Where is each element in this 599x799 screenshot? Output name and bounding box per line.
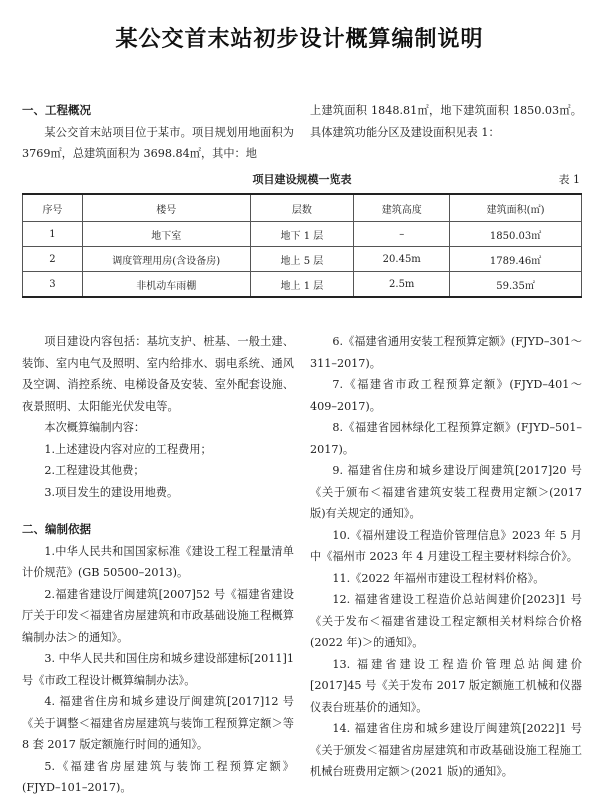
- section1-left: [22, 100, 294, 165]
- basis-item: 5.《福建省房屋建筑与装饰工程预算定额》(FJYD–101–2017)。: [22, 759, 294, 794]
- basis-item: 2.福建省建设厅闽建筑[2007]52 号《福建省建设厅关于印发＜福建省房屋建筑和市政基础设施工程概算编制办法＞的通知》。: [22, 587, 294, 644]
- scope-intro: 本次概算编制内容：: [44, 421, 146, 434]
- table-cell: 59.35㎡: [450, 272, 582, 298]
- page-title: 某公交首末站初步设计概算编制说明: [115, 27, 484, 52]
- table-row: [23, 272, 582, 298]
- basis-item: 11.《2022 年福州市建设工程材料价格》。: [332, 571, 545, 585]
- table-header-row: [23, 194, 582, 222]
- basis-item: 1.中华人民共和国国家标准《建设工程工程量清单计价规范》(GB 50500–2013)。: [22, 544, 294, 579]
- overview-paragraph-continued: 上建筑面积 1848.81㎡，地下建筑面积 1850.03㎡。具体建筑功能分区及建设面积见表 1：: [310, 104, 582, 139]
- basis-item: 14. 福建省住房和城乡建设厅闽建筑[2022]1 号《关于颁发＜福建省房屋建筑和市政基础设施工程施工机械台班费用定额＞(2021 版)的通知》。: [310, 722, 582, 778]
- table-header-cell: 层数: [250, 194, 354, 222]
- table-row: [23, 222, 582, 247]
- table-cell: –: [354, 222, 450, 247]
- scope-item: 3.项目发生的建设用地费。: [44, 485, 179, 499]
- basis-item: 9. 福建省住房和城乡建设厅闽建筑[2017]20 号《关于颁布＜福建省建筑安装工程费用定额＞(2017 版)有关规定的通知》。: [310, 464, 582, 520]
- section-heading-basis: 二、编制依据: [22, 522, 91, 536]
- basis-item: 6.《福建省通用安装工程预算定额》(FJYD–301～311–2017)。: [310, 335, 582, 370]
- table-cell: 地上 5 层: [250, 247, 354, 272]
- table-title: 项目建设规模一览表: [252, 173, 352, 186]
- basis-item: 8.《福建省园林绿化工程预算定额》(FJYD–501–2017)。: [310, 421, 582, 456]
- table-cell: 调度管理用房(含设备房): [82, 247, 250, 272]
- table-cell: 20.45m: [354, 247, 450, 272]
- basis-item: 10.《福州建设工程造价管理信息》2023 年 5 月中《福州市 2023 年 4 月建设工程主要材料综合价》。: [310, 528, 582, 563]
- section1-right: [310, 100, 582, 143]
- table-caption: [22, 171, 582, 189]
- scope-item: 2.工程建设其他费；: [44, 464, 145, 477]
- table-header-cell: 楼号: [82, 194, 250, 222]
- basis-item: 13. 福建省建设工程造价管理总站闽建价[2017]45 号《关于发布 2017 版定额施工机械和仪器仪表台班基价的通知》。: [310, 657, 582, 714]
- table-cell: 1789.46㎡: [450, 247, 582, 272]
- basis-item: 7.《福建省市政工程预算定额》(FJYD–401～409–2017)。: [310, 378, 582, 413]
- basis-item: 12. 福建省建设工程造价总站闽建价[2023]1 号《关于发布＜福建省建设工程定额相关材料综合价格(2022 年)＞的通知》。: [310, 593, 582, 649]
- section-heading-overview: 一、工程概况: [22, 103, 91, 117]
- table-cell: 地下 1 层: [250, 222, 354, 247]
- scope-item: 1.上述建设内容对应的工程费用；: [44, 442, 212, 456]
- content-paragraph: 项目建设内容包括：基坑支护、桩基、一般土建、装饰、室内电气及照明、室内给排水、弱电系统、通风及空调、消控系统、电梯设备及安装、室外配套设施、夜景照明、太阳能光伏发电等。: [22, 335, 294, 413]
- table-header-cell: 建筑面积(㎡): [450, 194, 582, 222]
- table-cell: 2.5m: [354, 272, 450, 298]
- table-header-cell: 建筑高度: [354, 194, 450, 222]
- table-cell: 地上 1 层: [250, 272, 354, 298]
- table-cell: 3: [23, 272, 83, 298]
- table-cell: 地下室: [82, 222, 250, 247]
- table-cell: 1850.03㎡: [450, 222, 582, 247]
- table-cell: 2: [23, 247, 83, 272]
- table-cell: 非机动车雨棚: [82, 272, 250, 298]
- table-row: [23, 247, 582, 272]
- left-column: [22, 331, 294, 799]
- table-cell: 1: [23, 222, 83, 247]
- basis-item: 3. 中华人民共和国住房和城乡建设部建标[2011]1 号《市政工程设计概算编制办法》。: [22, 652, 294, 687]
- building-scale-table: [22, 193, 582, 298]
- overview-paragraph: 某公交首末站项目位于某市。项目规划用地面积为 3769㎡，总建筑面积为 3698.84㎡，其中：地: [22, 125, 294, 160]
- table-number: 表 1: [558, 173, 580, 186]
- right-column: [310, 331, 582, 783]
- table-header-cell: 序号: [23, 194, 83, 222]
- basis-item: 4. 福建省住房和城乡建设厅闽建筑[2017]12 号《关于调整＜福建省房屋建筑与装饰工程预算定额＞等 8 套 2017 版定额施行时间的通知》。: [22, 695, 294, 751]
